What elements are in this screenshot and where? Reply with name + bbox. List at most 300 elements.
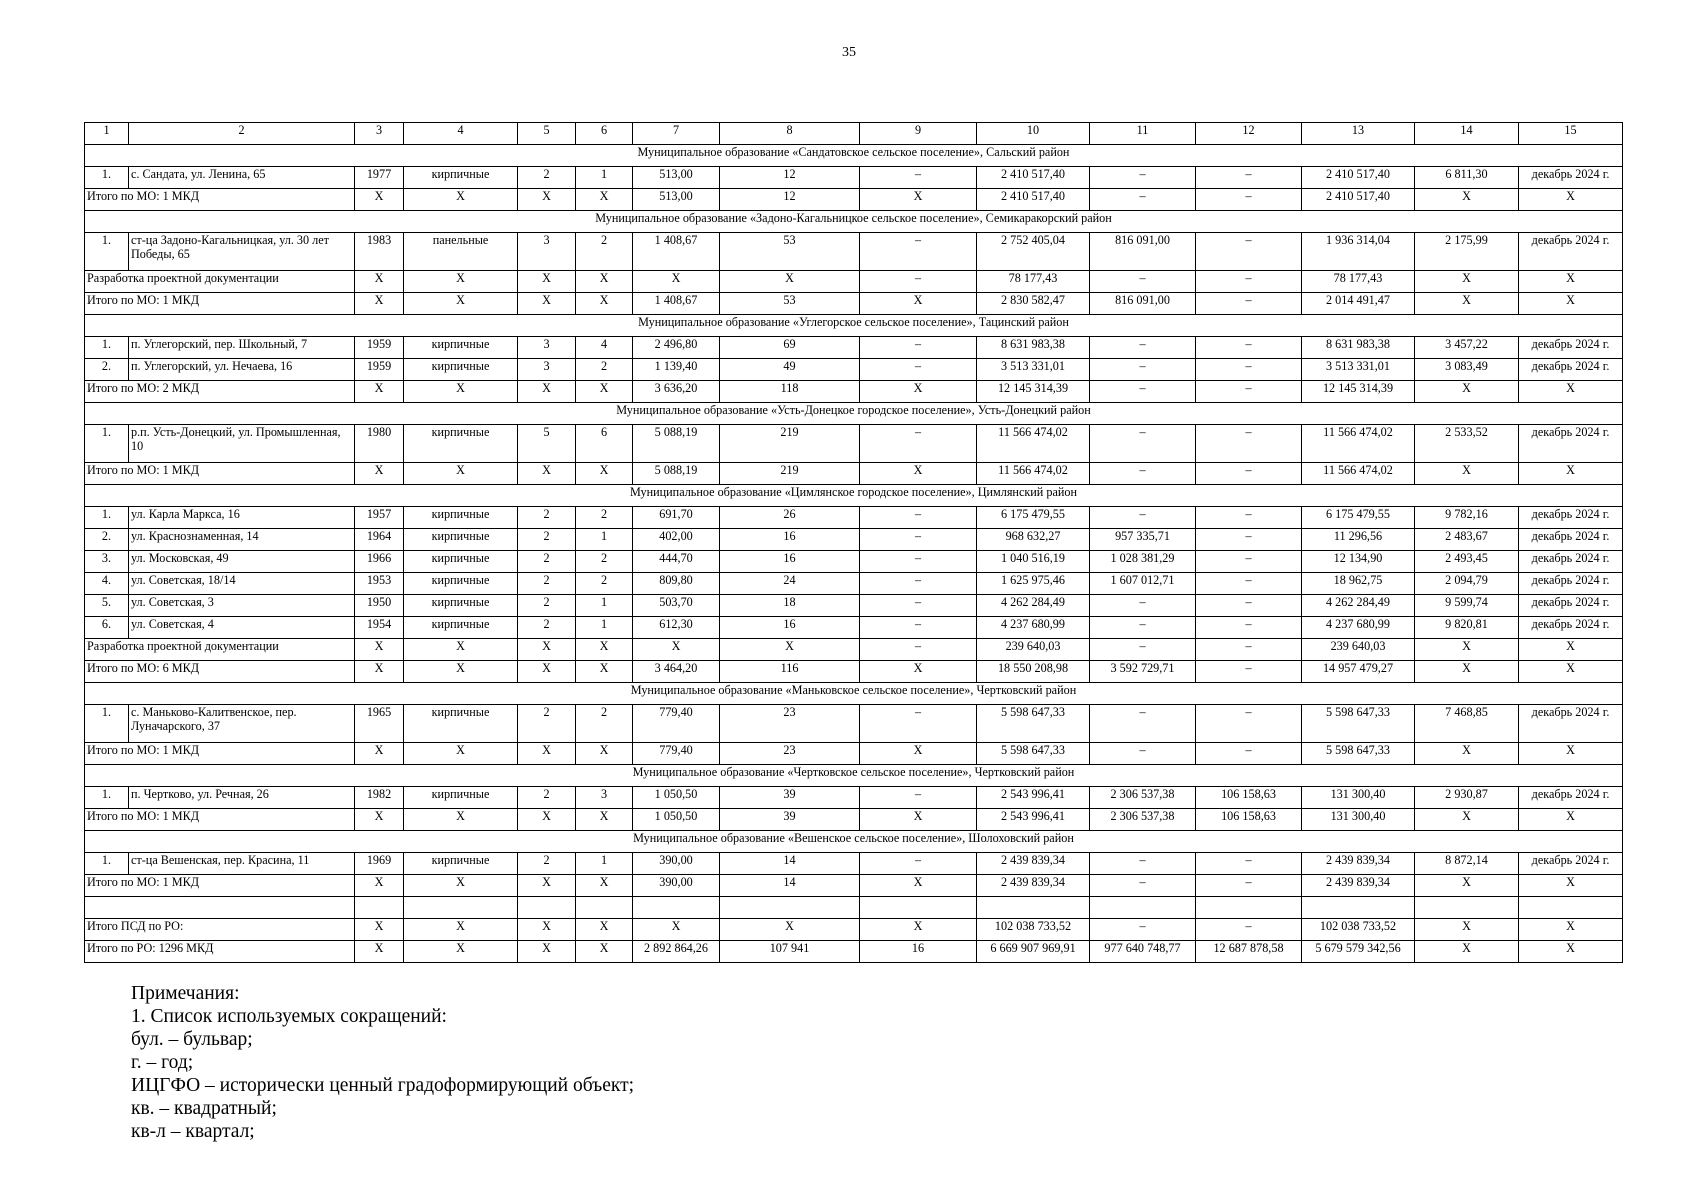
blank-row — [85, 897, 1623, 919]
table-cell: 78 177,43 — [1302, 271, 1415, 293]
table-cell: Х — [1519, 919, 1623, 941]
table-cell: 6 175 479,55 — [1302, 507, 1415, 529]
table-cell: 2 — [576, 551, 633, 573]
table-cell: р.п. Усть-Донецкий, ул. Промышленная, 10 — [129, 425, 355, 463]
section-title: Муниципальное образование «Сандатовское сельское поселение», Сальский район — [85, 145, 1623, 167]
table-cell: – — [1196, 167, 1302, 189]
table-cell: 2 439 839,34 — [977, 853, 1090, 875]
table-cell: Х — [518, 271, 576, 293]
table-cell: Х — [860, 661, 977, 683]
table-cell: Х — [576, 809, 633, 831]
table-cell: Х — [1415, 809, 1519, 831]
table-cell: 2 014 491,47 — [1302, 293, 1415, 315]
table-cell: Х — [404, 919, 518, 941]
table-row — [85, 853, 1623, 875]
section-header-row — [85, 315, 1623, 337]
table-cell: 5 598 647,33 — [1302, 705, 1415, 743]
table-cell: 2 410 517,40 — [1302, 189, 1415, 211]
table-cell: 116 — [720, 661, 860, 683]
table-cell: 131 300,40 — [1302, 809, 1415, 831]
table-cell: Х — [576, 381, 633, 403]
table-cell: 12 — [720, 189, 860, 211]
table-cell: Х — [355, 271, 404, 293]
table-cell: 1977 — [355, 167, 404, 189]
table-cell: 8 872,14 — [1415, 853, 1519, 875]
total-row — [85, 639, 1623, 661]
table-cell: 2 — [518, 617, 576, 639]
table-cell — [355, 897, 404, 919]
table-cell: ул. Советская, 3 — [129, 595, 355, 617]
table-cell: 2 — [518, 787, 576, 809]
table-row — [85, 507, 1623, 529]
total-label: Итого по МО: 2 МКД — [85, 381, 355, 403]
table-cell: – — [1196, 875, 1302, 897]
table-cell: – — [1090, 463, 1196, 485]
table-cell: 2. — [85, 529, 129, 551]
table-cell: декабрь 2024 г. — [1519, 853, 1623, 875]
table-cell — [860, 897, 977, 919]
table-cell: 3. — [85, 551, 129, 573]
table-cell: кирпичные — [404, 359, 518, 381]
table-cell: декабрь 2024 г. — [1519, 425, 1623, 463]
table-cell: Х — [404, 271, 518, 293]
table-row — [85, 787, 1623, 809]
table-cell: 239 640,03 — [977, 639, 1090, 661]
table-cell: 3 464,20 — [633, 661, 720, 683]
table-cell: 2 — [518, 507, 576, 529]
table-cell: 390,00 — [633, 853, 720, 875]
section-title: Муниципальное образование «Цимлянское городское поселение», Цимлянский район — [85, 485, 1623, 507]
table-cell: Х — [404, 661, 518, 683]
table-cell: 2 439 839,34 — [1302, 875, 1415, 897]
table-cell: 1. — [85, 425, 129, 463]
table-cell — [1196, 897, 1302, 919]
table-cell: 131 300,40 — [1302, 787, 1415, 809]
table-cell: – — [1090, 359, 1196, 381]
table-cell: ул. Советская, 18/14 — [129, 573, 355, 595]
table-cell: Х — [518, 189, 576, 211]
table-cell: кирпичные — [404, 425, 518, 463]
table-cell: 1 050,50 — [633, 787, 720, 809]
table-cell: Х — [404, 639, 518, 661]
column-number-header: 6 — [576, 123, 633, 145]
table-cell: – — [1090, 271, 1196, 293]
table-cell: 9 820,81 — [1415, 617, 1519, 639]
table-cell: 3 513 331,01 — [977, 359, 1090, 381]
table-cell: кирпичные — [404, 595, 518, 617]
table-cell: Х — [860, 463, 977, 485]
table-cell: – — [1196, 743, 1302, 765]
table-cell: – — [860, 233, 977, 271]
table-cell: Х — [860, 189, 977, 211]
table-cell: Х — [518, 743, 576, 765]
table-cell: 53 — [720, 233, 860, 271]
section-header-row — [85, 683, 1623, 705]
section-header-row — [85, 211, 1623, 233]
table-cell: Х — [633, 271, 720, 293]
total-row — [85, 381, 1623, 403]
table-cell: Х — [355, 661, 404, 683]
table-cell: 18 962,75 — [1302, 573, 1415, 595]
table-cell: 2 — [518, 573, 576, 595]
table-cell: кирпичные — [404, 853, 518, 875]
table-cell: Х — [518, 919, 576, 941]
table-cell: 1. — [85, 233, 129, 271]
table-cell: 1969 — [355, 853, 404, 875]
table-row — [85, 233, 1623, 271]
table-cell: 816 091,00 — [1090, 293, 1196, 315]
column-number-header: 2 — [129, 123, 355, 145]
table-cell: декабрь 2024 г. — [1519, 551, 1623, 573]
register-table — [84, 122, 1623, 963]
section-header-row — [85, 765, 1623, 787]
table-cell: 2. — [85, 359, 129, 381]
table-cell: – — [860, 337, 977, 359]
table-cell: 3 — [576, 787, 633, 809]
table-cell: – — [860, 359, 977, 381]
table-cell: 2 439 839,34 — [1302, 853, 1415, 875]
table-cell: 12 145 314,39 — [977, 381, 1090, 403]
table-cell: Х — [1519, 941, 1623, 963]
table-cell: 513,00 — [633, 167, 720, 189]
table-cell: 1982 — [355, 787, 404, 809]
table-cell: Х — [1519, 743, 1623, 765]
table-cell: – — [1196, 233, 1302, 271]
table-cell: – — [1090, 853, 1196, 875]
table-cell: 3 — [518, 337, 576, 359]
table-cell: – — [1196, 919, 1302, 941]
table-cell: 1 — [576, 595, 633, 617]
table-cell: 2 543 996,41 — [977, 787, 1090, 809]
table-cell: 18 — [720, 595, 860, 617]
section-title: Муниципальное образование «Усть-Донецкое городское поселение», Усть-Донецкий район — [85, 403, 1623, 425]
table-cell: ст-ца Вешенская, пер. Красина, 11 — [129, 853, 355, 875]
total-row — [85, 293, 1623, 315]
table-cell: 2 410 517,40 — [977, 189, 1090, 211]
table-cell: Х — [1519, 809, 1623, 831]
table-cell: кирпичные — [404, 573, 518, 595]
table-cell: Х — [860, 875, 977, 897]
table-cell: Х — [518, 381, 576, 403]
section-title: Муниципальное образование «Вешенское сельское поселение», Шолоховский район — [85, 831, 1623, 853]
table-cell: Х — [576, 941, 633, 963]
table-cell: – — [1196, 463, 1302, 485]
total-row — [85, 941, 1623, 963]
table-cell: 23 — [720, 705, 860, 743]
table-cell: 39 — [720, 787, 860, 809]
table-cell: 513,00 — [633, 189, 720, 211]
table-cell: 503,70 — [633, 595, 720, 617]
table-cell: декабрь 2024 г. — [1519, 337, 1623, 359]
column-number-header: 1 — [85, 123, 129, 145]
table-cell: – — [1090, 507, 1196, 529]
table-cell: 11 566 474,02 — [977, 425, 1090, 463]
table-cell: 809,80 — [633, 573, 720, 595]
table-cell: – — [1090, 919, 1196, 941]
table-cell: 1. — [85, 507, 129, 529]
total-label: Разработка проектной документации — [85, 271, 355, 293]
table-cell: Х — [1519, 661, 1623, 683]
total-label: Итого по МО: 1 МКД — [85, 743, 355, 765]
table-row — [85, 337, 1623, 359]
table-cell: ст-ца Задоно-Кагальницкая, ул. 30 лет Победы, 65 — [129, 233, 355, 271]
table-cell: 816 091,00 — [1090, 233, 1196, 271]
table-cell: 1950 — [355, 595, 404, 617]
table-cell: Х — [1415, 639, 1519, 661]
table-cell: ул. Краснознаменная, 14 — [129, 529, 355, 551]
table-cell: – — [1090, 705, 1196, 743]
note-line: ИЦГФО – исторически ценный градоформирующий объект; — [131, 1075, 635, 1096]
table-cell: Х — [576, 661, 633, 683]
table-cell: – — [860, 507, 977, 529]
table-cell: Х — [576, 875, 633, 897]
table-cell: Х — [518, 293, 576, 315]
table-cell: 1 139,40 — [633, 359, 720, 381]
table-cell: 3 513 331,01 — [1302, 359, 1415, 381]
table-cell: Х — [1519, 875, 1623, 897]
table-cell: Х — [518, 463, 576, 485]
table-cell: 14 — [720, 875, 860, 897]
table-cell: Х — [860, 743, 977, 765]
table-cell: 1 625 975,46 — [977, 573, 1090, 595]
table-cell: – — [1196, 551, 1302, 573]
table-cell: 8 631 983,38 — [1302, 337, 1415, 359]
table-cell: 2 — [576, 359, 633, 381]
table-cell: 16 — [860, 941, 977, 963]
table-cell: Х — [355, 809, 404, 831]
table-cell: 8 631 983,38 — [977, 337, 1090, 359]
table-cell: – — [860, 529, 977, 551]
column-number-header: 9 — [860, 123, 977, 145]
table-cell: – — [1196, 595, 1302, 617]
table-cell: с. Маньково-Калитвенское, пер. Луначарского, 37 — [129, 705, 355, 743]
total-label: Итого ПСД по РО: — [85, 919, 355, 941]
table-cell: ул. Московская, 49 — [129, 551, 355, 573]
table-cell: – — [1090, 595, 1196, 617]
table-row — [85, 425, 1623, 463]
table-cell: – — [860, 853, 977, 875]
table-cell: 2 439 839,34 — [977, 875, 1090, 897]
table-cell: – — [1196, 639, 1302, 661]
table-cell: 5 598 647,33 — [1302, 743, 1415, 765]
section-title: Муниципальное образование «Углегорское сельское поселение», Тацинский район — [85, 315, 1623, 337]
table-cell: 39 — [720, 809, 860, 831]
table-cell: 239 640,03 — [1302, 639, 1415, 661]
table-row — [85, 705, 1623, 743]
table-row — [85, 167, 1623, 189]
table-cell: 3 — [518, 359, 576, 381]
table-row — [85, 595, 1623, 617]
table-cell: 1 — [576, 853, 633, 875]
table-cell: 1. — [85, 853, 129, 875]
table-cell: 1. — [85, 705, 129, 743]
section-header-row — [85, 403, 1623, 425]
table-cell: – — [860, 639, 977, 661]
table-cell: Х — [1519, 293, 1623, 315]
table-cell: – — [860, 573, 977, 595]
table-cell: декабрь 2024 г. — [1519, 529, 1623, 551]
table-cell: 118 — [720, 381, 860, 403]
table-cell: 4 262 284,49 — [1302, 595, 1415, 617]
table-cell: Х — [355, 293, 404, 315]
column-number-header: 15 — [1519, 123, 1623, 145]
table-cell: – — [1196, 381, 1302, 403]
table-cell: Х — [1415, 381, 1519, 403]
table-cell: 12 145 314,39 — [1302, 381, 1415, 403]
table-cell: – — [1196, 705, 1302, 743]
table-cell: 977 640 748,77 — [1090, 941, 1196, 963]
total-row — [85, 189, 1623, 211]
table-cell: – — [1090, 875, 1196, 897]
table-cell: – — [1090, 337, 1196, 359]
table-cell: 4 237 680,99 — [1302, 617, 1415, 639]
table-cell: Х — [720, 271, 860, 293]
table-cell: Х — [404, 941, 518, 963]
table-cell: 444,70 — [633, 551, 720, 573]
total-label: Итого по МО: 1 МКД — [85, 189, 355, 211]
note-line: бул. – бульвар; — [131, 1029, 253, 1050]
table-cell: 219 — [720, 463, 860, 485]
table-cell: декабрь 2024 г. — [1519, 787, 1623, 809]
table-cell: – — [1196, 853, 1302, 875]
table-cell: 2 — [518, 551, 576, 573]
table-cell: 16 — [720, 551, 860, 573]
table-cell: 16 — [720, 529, 860, 551]
table-cell: с. Сандата, ул. Ленина, 65 — [129, 167, 355, 189]
table-cell: ул. Карла Маркса, 16 — [129, 507, 355, 529]
table-cell — [633, 897, 720, 919]
table-cell: 69 — [720, 337, 860, 359]
table-cell: п. Углегорский, ул. Нечаева, 16 — [129, 359, 355, 381]
table-cell: 12 687 878,58 — [1196, 941, 1302, 963]
table-cell: 24 — [720, 573, 860, 595]
notes-title: Примечания: — [131, 983, 240, 1004]
table-cell: 23 — [720, 743, 860, 765]
table-cell: 402,00 — [633, 529, 720, 551]
table-cell: 390,00 — [633, 875, 720, 897]
table-cell: Х — [355, 463, 404, 485]
table-cell: 1 607 012,71 — [1090, 573, 1196, 595]
table-cell — [720, 897, 860, 919]
table-cell: Х — [1415, 743, 1519, 765]
table-cell: – — [1196, 573, 1302, 595]
table-cell: 9 599,74 — [1415, 595, 1519, 617]
table-row — [85, 617, 1623, 639]
table-cell: декабрь 2024 г. — [1519, 233, 1623, 271]
column-number-header: 11 — [1090, 123, 1196, 145]
table-cell: кирпичные — [404, 705, 518, 743]
table-cell: – — [1196, 529, 1302, 551]
table-cell: Х — [518, 661, 576, 683]
table-cell: 2 — [576, 573, 633, 595]
table-cell: Х — [720, 639, 860, 661]
table-cell: Х — [355, 381, 404, 403]
table-cell: 49 — [720, 359, 860, 381]
table-cell: 16 — [720, 617, 860, 639]
table-row — [85, 573, 1623, 595]
column-number-header: 5 — [518, 123, 576, 145]
note-line: кв. – квадратный; — [131, 1098, 277, 1119]
table-cell: – — [1196, 425, 1302, 463]
table-cell: 3 636,20 — [633, 381, 720, 403]
table-cell: 779,40 — [633, 743, 720, 765]
table-cell: 4 262 284,49 — [977, 595, 1090, 617]
table-cell: Х — [355, 941, 404, 963]
table-cell: 14 957 479,27 — [1302, 661, 1415, 683]
table-cell: 2 306 537,38 — [1090, 809, 1196, 831]
table-cell: 6 811,30 — [1415, 167, 1519, 189]
table-cell: 6. — [85, 617, 129, 639]
table-cell: Х — [518, 639, 576, 661]
table-cell: Х — [633, 639, 720, 661]
table-cell: 2 930,87 — [1415, 787, 1519, 809]
table-cell: 1 — [576, 617, 633, 639]
table-cell: 1954 — [355, 617, 404, 639]
table-cell: 1 — [576, 167, 633, 189]
table-cell: 3 457,22 — [1415, 337, 1519, 359]
table-cell: 102 038 733,52 — [977, 919, 1090, 941]
table-cell: Х — [1415, 661, 1519, 683]
table-cell: 1983 — [355, 233, 404, 271]
table-cell: 219 — [720, 425, 860, 463]
section-header-row — [85, 145, 1623, 167]
table-cell: декабрь 2024 г. — [1519, 705, 1623, 743]
table-cell: 2 — [576, 233, 633, 271]
total-label: Итого по МО: 1 МКД — [85, 809, 355, 831]
table-cell: Х — [518, 941, 576, 963]
table-cell: 779,40 — [633, 705, 720, 743]
table-cell: 2 543 996,41 — [977, 809, 1090, 831]
table-cell: 2 410 517,40 — [977, 167, 1090, 189]
table-cell: 3 592 729,71 — [1090, 661, 1196, 683]
table-cell: Х — [1415, 941, 1519, 963]
table-cell: кирпичные — [404, 507, 518, 529]
table-cell: 5. — [85, 595, 129, 617]
table-cell: – — [1196, 271, 1302, 293]
table-cell: Х — [860, 381, 977, 403]
total-label: Итого по МО: 1 МКД — [85, 293, 355, 315]
table-cell — [576, 897, 633, 919]
table-cell: Х — [518, 875, 576, 897]
table-cell — [1415, 897, 1519, 919]
table-cell — [1519, 897, 1623, 919]
table-cell: Х — [720, 919, 860, 941]
table-cell: – — [860, 167, 977, 189]
table-cell: декабрь 2024 г. — [1519, 507, 1623, 529]
section-header-row — [85, 485, 1623, 507]
table-cell: Х — [576, 639, 633, 661]
table-cell: Х — [1519, 639, 1623, 661]
table-cell: Х — [404, 381, 518, 403]
total-row — [85, 809, 1623, 831]
total-row — [85, 743, 1623, 765]
table-cell: Х — [404, 809, 518, 831]
total-label: Итого по РО: 1296 МКД — [85, 941, 355, 963]
table-cell: 2 533,52 — [1415, 425, 1519, 463]
table-cell: – — [860, 705, 977, 743]
notes — [131, 982, 634, 1143]
table-cell — [518, 897, 576, 919]
table-cell: 6 669 907 969,91 — [977, 941, 1090, 963]
table-cell: 12 — [720, 167, 860, 189]
table-cell: – — [1090, 381, 1196, 403]
table-cell: Х — [1415, 293, 1519, 315]
table-cell: Х — [576, 189, 633, 211]
table-cell: – — [1090, 425, 1196, 463]
column-number-header: 13 — [1302, 123, 1415, 145]
column-number-header: 8 — [720, 123, 860, 145]
table-cell: 1. — [85, 787, 129, 809]
